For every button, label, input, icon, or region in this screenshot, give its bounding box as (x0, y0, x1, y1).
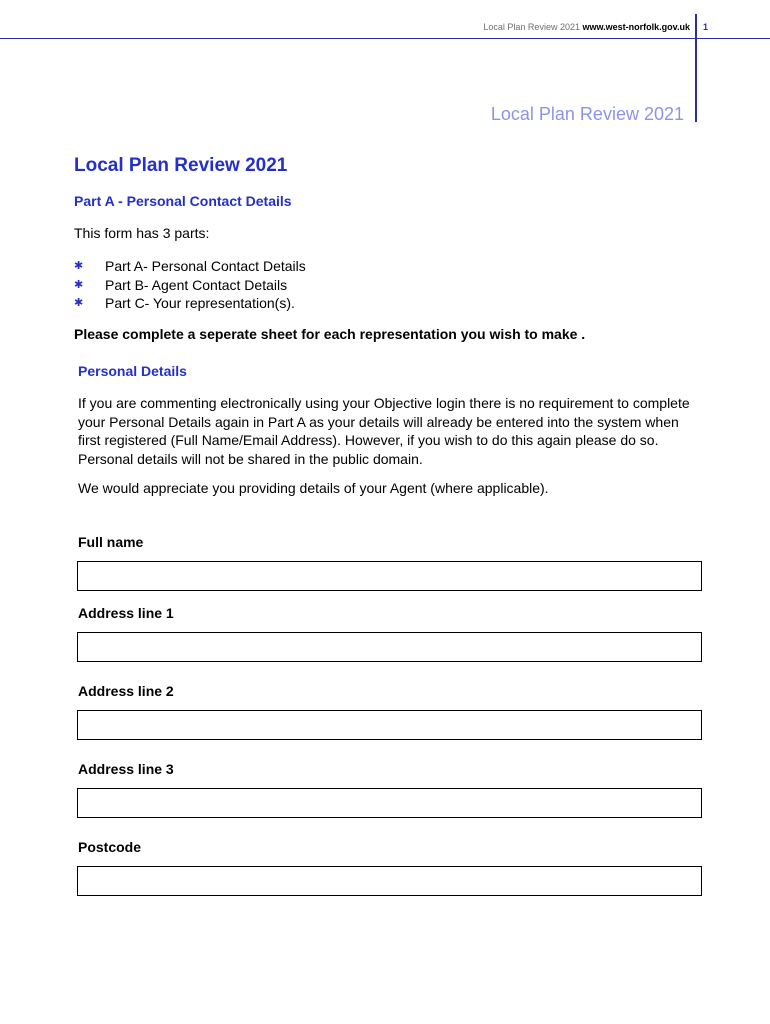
intro-text: This form has 3 parts: (74, 225, 210, 241)
page-number: 1 (703, 22, 709, 32)
list-item (74, 276, 306, 295)
postcode-label: Postcode (78, 839, 142, 855)
address-line-1-field[interactable] (77, 632, 702, 662)
document-title: Local Plan Review 2021 (74, 155, 288, 176)
header-title: Local Plan Review 2021 (483, 22, 580, 32)
address-line-3-label: Address line 3 (78, 761, 174, 777)
header-url[interactable]: www.west-norfolk.gov.uk (582, 22, 690, 32)
personal-details-paragraph: If you are commenting electronically using your Objective login there is no requirement to complete your Personal Details again in Part A as your details will already be entered into the system when first registered (Full Name/Email Address). However, if you wish to do this again please do so. Personal details will not be shared in the public domain. (78, 395, 690, 467)
instruction-text: Please complete a seperate sheet for each representation you wish to make . (74, 326, 586, 342)
part-a-heading: Part A - Personal Contact Details (74, 193, 292, 209)
running-title: Local Plan Review 2021 (490, 104, 684, 124)
address-line-2-field[interactable] (77, 710, 702, 740)
personal-details-heading: Personal Details (78, 363, 187, 379)
address-line-3-field[interactable] (77, 788, 702, 818)
list-item (74, 294, 306, 313)
agent-details-paragraph: We would appreciate you providing details of your Agent (where applicable). (78, 480, 549, 496)
list-item (74, 257, 306, 276)
header-vertical-rule (695, 14, 697, 122)
bullet-icon: ✱ (74, 260, 84, 272)
bullet-icon: ✱ (74, 297, 84, 309)
list-item-text: Part C- Your representation(s). (105, 295, 295, 311)
full-name-label: Full name (78, 534, 144, 550)
page-header (483, 22, 690, 32)
address-line-1-label: Address line 1 (78, 605, 174, 621)
full-name-field[interactable] (77, 561, 702, 591)
list-item-text: Part A- Personal Contact Details (105, 258, 306, 274)
header-rule (0, 38, 770, 39)
address-line-2-label: Address line 2 (78, 683, 174, 699)
parts-list (74, 257, 306, 313)
postcode-field[interactable] (77, 866, 702, 896)
bullet-icon: ✱ (74, 278, 84, 291)
list-item-text: Part B- Agent Contact Details (105, 276, 288, 293)
